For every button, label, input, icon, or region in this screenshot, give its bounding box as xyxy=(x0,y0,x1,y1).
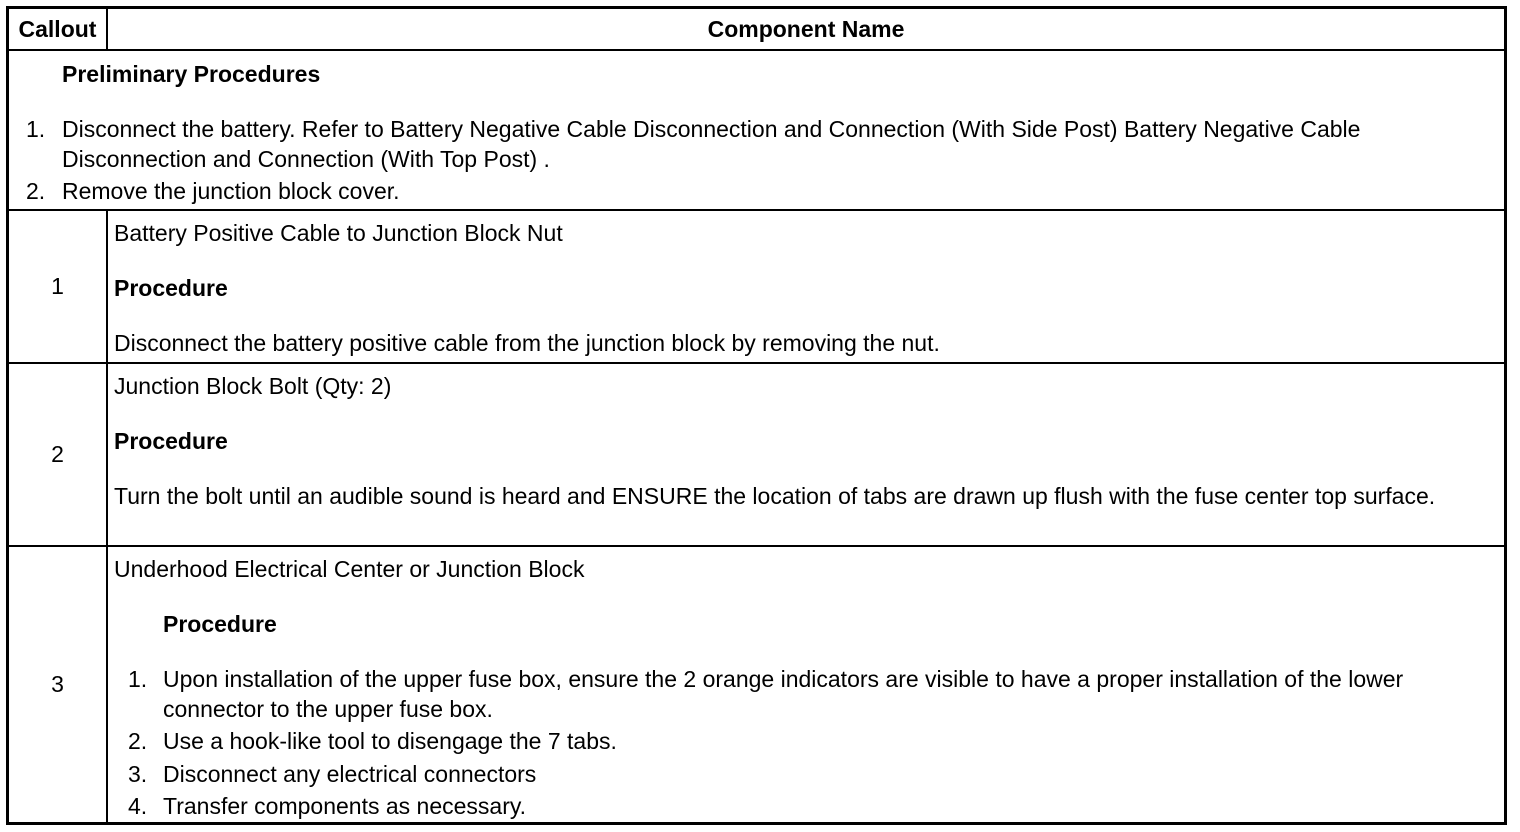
procedure-step-number: 2. xyxy=(128,728,148,754)
callout-column-header: Callout xyxy=(9,9,108,49)
preliminary-step-text: Disconnect the battery. Refer to Battery Negative Cable Disconnection and Connection (With Side Post) Battery Negative Cable Disconnection and Connection (With Top Post) . xyxy=(62,116,1361,172)
procedure-step-text: Upon installation of the upper fuse box, ensure the 2 orange indicators are visible to have a proper installation of the lower connector to the upper fuse box. xyxy=(163,666,1404,722)
preliminary-procedures-title: Preliminary Procedures xyxy=(62,61,321,87)
procedure-step-text: Transfer components as necessary. xyxy=(163,793,527,819)
preliminary-procedures-row xyxy=(9,49,1504,211)
table-header-row xyxy=(9,9,1504,49)
component-name-column-header xyxy=(108,9,1504,49)
procedure-text: Turn the bolt until an audible sound is heard and ENSURE the location of tabs are drawn up flush with the fuse center top surface. xyxy=(114,483,1436,509)
procedure-step-text: Disconnect any electrical connectors xyxy=(163,761,537,787)
table-row xyxy=(9,545,1504,822)
procedure-label: Procedure xyxy=(114,275,228,301)
component-cell xyxy=(108,547,1504,822)
component-name-header-text: Component Name xyxy=(707,15,905,42)
procedure-step-text: Use a hook-like tool to disengage the 7 tabs. xyxy=(163,728,617,754)
procedure-text: Disconnect the battery positive cable from the junction block by removing the nut. xyxy=(114,330,940,356)
procedure-step-number: 4. xyxy=(128,793,148,819)
component-name: Battery Positive Cable to Junction Block Nut xyxy=(114,220,563,246)
component-name: Underhood Electrical Center or Junction Block xyxy=(114,556,585,582)
preliminary-step-text: Remove the junction block cover. xyxy=(62,178,400,204)
procedure-step-number: 3. xyxy=(128,761,148,787)
table-row xyxy=(9,209,1504,362)
callout-number: 1 xyxy=(9,211,108,362)
callout-number: 2 xyxy=(9,364,108,545)
component-name: Junction Block Bolt (Qty: 2) xyxy=(114,373,392,399)
preliminary-step-number: 2. xyxy=(26,178,46,204)
procedure-label: Procedure xyxy=(163,611,277,637)
component-cell xyxy=(108,211,1504,362)
procedure-table xyxy=(6,6,1507,825)
component-cell xyxy=(108,364,1504,545)
procedure-label: Procedure xyxy=(114,428,228,454)
table-row xyxy=(9,362,1504,545)
callout-number: 3 xyxy=(9,547,108,822)
procedure-step-number: 1. xyxy=(128,666,148,692)
preliminary-step-number: 1. xyxy=(26,116,46,142)
